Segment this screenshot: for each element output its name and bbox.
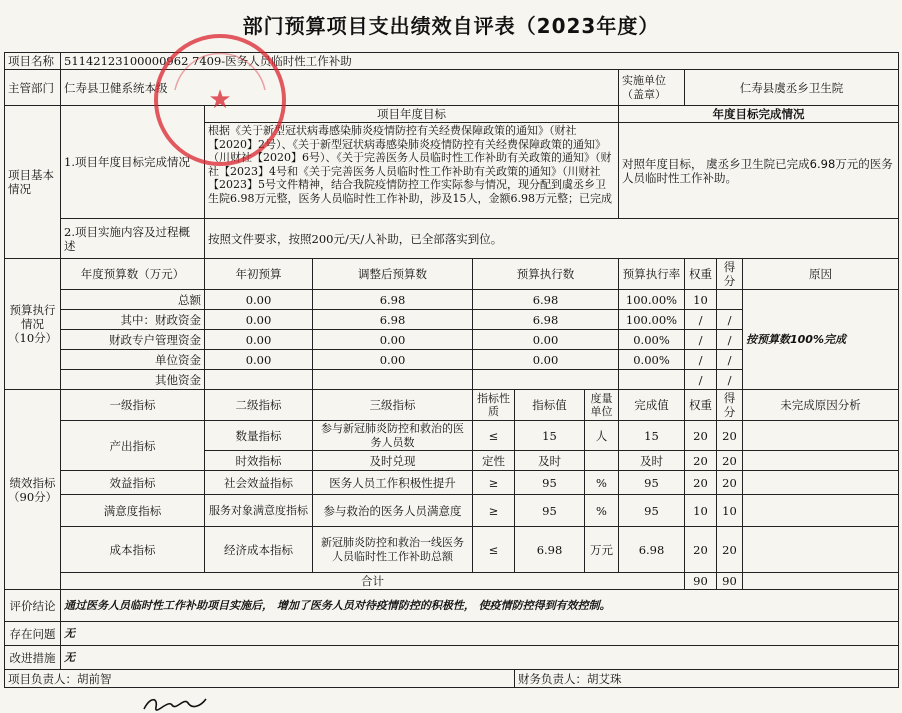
finance-leader: 财务负责人：胡艾珠	[515, 670, 899, 688]
eval-text: 通过医务人员临时性工作补助项目实施后， 增加了医务人员对待疫情防控的积极性， 使疫情防控得到有效控制。	[61, 590, 899, 622]
project-leader: 项目负责人：胡前智	[5, 670, 515, 688]
perf-weight: 20	[685, 451, 717, 471]
project-name-value: 51142123100000962 7409-医务人员临时性工作补助	[61, 53, 899, 70]
perf-header-l2: 二级指标	[205, 390, 313, 421]
budget-row-rate: 100.00%	[619, 310, 685, 330]
issue-label: 存在问题	[5, 622, 61, 646]
basic-row1-completion: 对照年度目标， 虞丞乡卫生院已完成6.98万元的医务人员临时性工作补助。	[619, 123, 899, 219]
perf-nature: ≥	[473, 471, 515, 495]
budget-row-adjusted	[313, 370, 473, 390]
project-name-label: 项目名称	[5, 53, 61, 70]
perf-score: 20	[717, 471, 743, 495]
perf-l2: 经济成本指标	[205, 527, 313, 573]
basic-section-label: 项目基本情况	[5, 106, 61, 259]
budget-header-rate: 预算执行率	[619, 259, 685, 290]
budget-row-label: 总额	[61, 290, 205, 310]
impl-label: 实施单位（盖章）	[619, 70, 685, 106]
perf-value: 及时	[515, 451, 585, 471]
perf-header-nature: 指标性质	[473, 390, 515, 421]
perf-reason	[743, 471, 899, 495]
budget-row-label: 单位资金	[61, 350, 205, 370]
perf-nature: ≤	[473, 527, 515, 573]
perf-l2: 数量指标	[205, 421, 313, 451]
page-title: 部门预算项目支出绩效自评表（2023年度）	[242, 14, 660, 38]
perf-score: 20	[717, 451, 743, 471]
perf-value: 95	[515, 495, 585, 527]
budget-row-score: /	[717, 370, 743, 390]
budget-row-score: /	[717, 330, 743, 350]
budget-row-score: /	[717, 310, 743, 330]
perf-l1: 产出指标	[61, 421, 205, 471]
eval-label: 评价结论	[5, 590, 61, 622]
budget-row-initial: 0.00	[205, 330, 313, 350]
perf-l3: 参与救治的医务人员满意度	[313, 495, 473, 527]
perf-l3: 参与新冠肺炎防控和救治的医务人员数	[313, 421, 473, 451]
perf-header-value: 指标值	[515, 390, 585, 421]
budget-row-adjusted: 0.00	[313, 350, 473, 370]
budget-row-score	[717, 290, 743, 310]
budget-row-adjusted: 6.98	[313, 290, 473, 310]
perf-weight: 20	[685, 421, 717, 451]
perf-header-l1: 一级指标	[61, 390, 205, 421]
perf-value: 15	[515, 421, 585, 451]
perf-l1: 满意度指标	[61, 495, 205, 527]
perf-weight: 20	[685, 471, 717, 495]
budget-header-reason: 原因	[743, 259, 899, 290]
budget-row-initial	[205, 370, 313, 390]
perf-l2: 服务对象满意度指标	[205, 495, 313, 527]
handwritten-signature	[140, 693, 210, 713]
perf-l3: 医务人员工作积极性提升	[313, 471, 473, 495]
budget-row-adjusted: 6.98	[313, 310, 473, 330]
perf-score: 20	[717, 527, 743, 573]
budget-row-score: /	[717, 350, 743, 370]
perf-done: 95	[619, 495, 685, 527]
perf-reason	[743, 527, 899, 573]
issue-text: 无	[61, 622, 899, 646]
budget-header-weight: 权重	[685, 259, 717, 290]
budget-reason: 按预算数100%完成	[743, 290, 899, 390]
perf-done: 95	[619, 471, 685, 495]
budget-row-weight: /	[685, 350, 717, 370]
budget-header-initial: 年初预算	[205, 259, 313, 290]
basic-row2-text: 按照文件要求，按照200元/天/人补助，已全部落实到位。	[205, 219, 899, 259]
total-label: 合计	[61, 573, 685, 590]
budget-row-initial: 0.00	[205, 350, 313, 370]
perf-header-weight: 权重	[685, 390, 717, 421]
perf-nature: 定性	[473, 451, 515, 471]
budget-header-score: 得分	[717, 259, 743, 290]
perf-l2: 社会效益指标	[205, 471, 313, 495]
budget-row-adjusted: 0.00	[313, 330, 473, 350]
perf-done: 6.98	[619, 527, 685, 573]
perf-unit: %	[585, 471, 619, 495]
perf-done: 15	[619, 421, 685, 451]
svg-text:★: ★	[208, 85, 232, 115]
budget-row-weight: /	[685, 330, 717, 350]
budget-header-executed: 预算执行数	[473, 259, 619, 290]
perf-weight: 10	[685, 495, 717, 527]
budget-row-executed	[473, 370, 619, 390]
budget-row-executed: 0.00	[473, 350, 619, 370]
perf-header-reason: 未完成原因分析	[743, 390, 899, 421]
perf-l3: 及时兑现	[313, 451, 473, 471]
basic-row2-label: 2.项目实施内容及过程概述	[61, 219, 205, 259]
basic-row1-label: 1.项目年度目标完成情况	[61, 106, 205, 219]
perf-l1: 成本指标	[61, 527, 205, 573]
budget-section-label: 预算执行情况（10分）	[5, 259, 61, 390]
perf-header-l3: 三级指标	[313, 390, 473, 421]
perf-l2: 时效指标	[205, 451, 313, 471]
perf-unit	[585, 451, 619, 471]
budget-header-adjusted: 调整后预算数	[313, 259, 473, 290]
budget-row-rate: 0.00%	[619, 350, 685, 370]
target-header: 项目年度目标	[205, 106, 619, 123]
budget-row-rate: 100.00%	[619, 290, 685, 310]
perf-header-unit: 度量单位	[585, 390, 619, 421]
perf-score: 20	[717, 421, 743, 451]
perf-l3: 新冠肺炎防控和救治一线医务人员临时性工作补助总额	[313, 527, 473, 573]
total-score: 90	[717, 573, 743, 590]
perf-section-label: 绩效指标（90分）	[5, 390, 61, 590]
dept-label: 主管部门	[5, 70, 61, 106]
budget-row-initial: 0.00	[205, 290, 313, 310]
total-weight: 90	[685, 573, 717, 590]
perf-nature: ≤	[473, 421, 515, 451]
perf-unit: %	[585, 495, 619, 527]
completion-header: 年度目标完成情况	[619, 106, 899, 123]
budget-row-executed: 6.98	[473, 290, 619, 310]
basic-row1-target: 根据《关于新型冠状病毒感染肺炎疫情防控有关经费保障政策的通知》（财社【2020】2号）、《关于新型冠状病毒感染肺炎疫情防控有关经费保障政策的通知》（川财社【2020】6号）、《关于完善医务人员临时性工作补助有关政策的通知》（财社【2023】4号和《关于完善医务人员临时性工作补助有关政策的通知》（川财社【2023】5号文件精神，结合我院疫情防控工作实际参与情况，现分配到虞丞乡卫生院6.98万元整，医务人员临时性工作补助，涉及15人，金额6.98万元整；已完成	[205, 123, 619, 219]
perf-score: 10	[717, 495, 743, 527]
perf-unit: 人	[585, 421, 619, 451]
perf-done: 及时	[619, 451, 685, 471]
perf-reason	[743, 451, 899, 471]
budget-row-label: 财政专户管理资金	[61, 330, 205, 350]
fix-text: 无	[61, 646, 899, 670]
perf-weight: 20	[685, 527, 717, 573]
perf-value: 95	[515, 471, 585, 495]
impl-value: 仁寿县虞丞乡卫生院	[685, 70, 899, 106]
budget-row-initial: 0.00	[205, 310, 313, 330]
budget-row-executed: 0.00	[473, 330, 619, 350]
perf-reason	[743, 495, 899, 527]
budget-row-rate: 0.00%	[619, 330, 685, 350]
evaluation-table	[4, 52, 899, 688]
perf-header-done: 完成值	[619, 390, 685, 421]
perf-reason	[743, 421, 899, 451]
budget-row-weight: /	[685, 370, 717, 390]
perf-nature: ≥	[473, 495, 515, 527]
budget-row-label: 其中：财政资金	[61, 310, 205, 330]
budget-row-label: 其他资金	[61, 370, 205, 390]
total-blank	[743, 573, 899, 590]
budget-header-label: 年度预算数（万元）	[61, 259, 205, 290]
perf-l1: 效益指标	[61, 471, 205, 495]
dept-value: 仁寿县卫健系统本级	[61, 70, 619, 106]
budget-row-weight: /	[685, 310, 717, 330]
perf-header-score: 得分	[717, 390, 743, 421]
budget-row-rate	[619, 370, 685, 390]
perf-unit: 万元	[585, 527, 619, 573]
perf-value: 6.98	[515, 527, 585, 573]
budget-row-executed: 6.98	[473, 310, 619, 330]
budget-row-weight: 10	[685, 290, 717, 310]
fix-label: 改进措施	[5, 646, 61, 670]
